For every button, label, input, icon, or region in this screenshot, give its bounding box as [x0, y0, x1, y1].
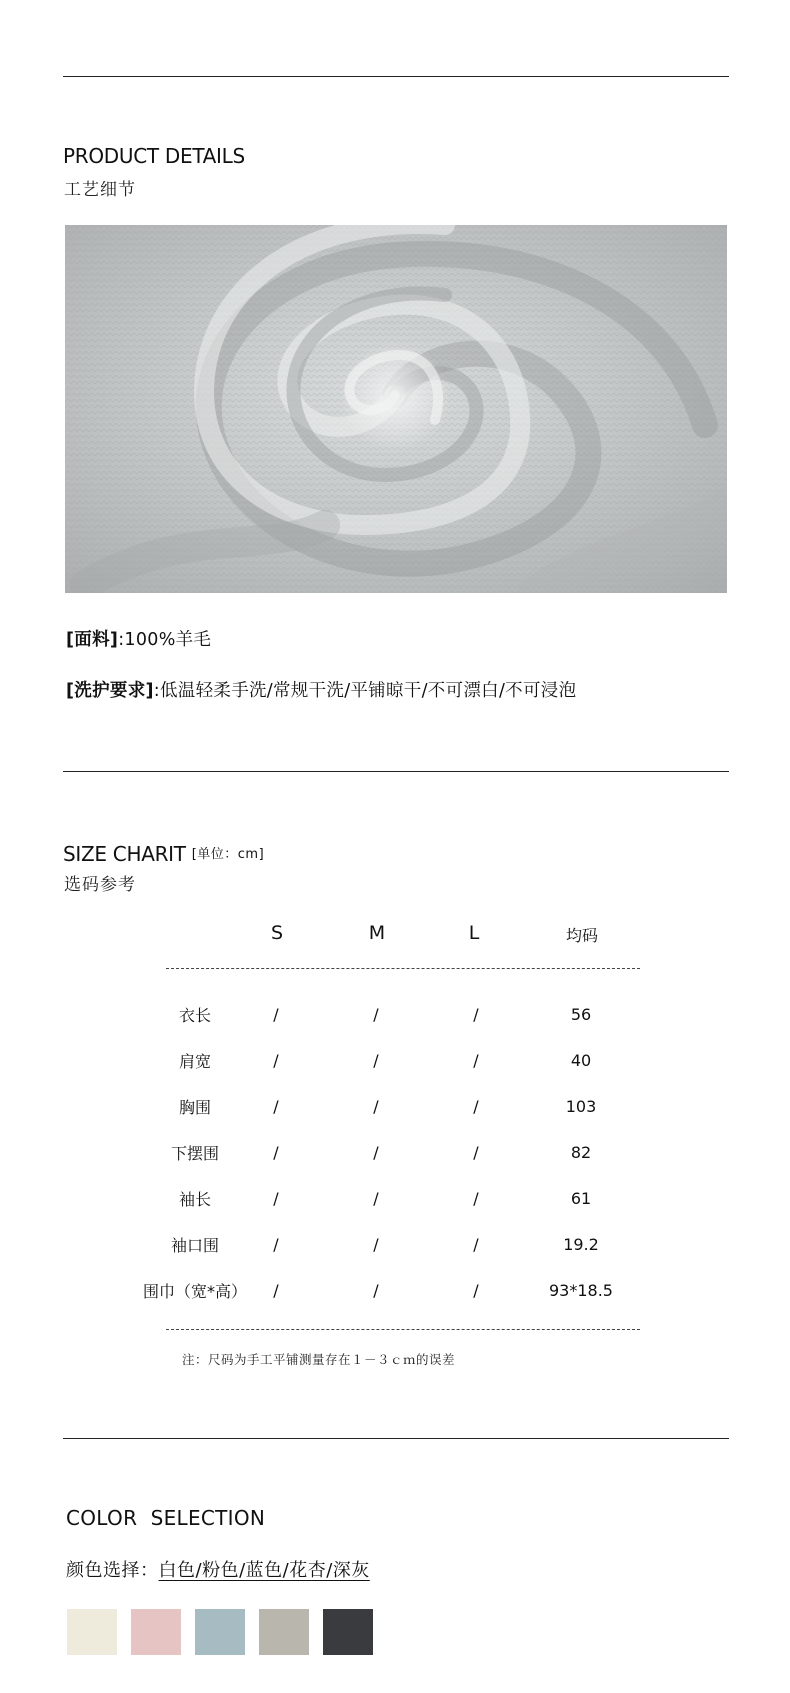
divider-middle	[63, 771, 729, 772]
cell-one-size: 103	[565, 1097, 597, 1116]
color-swatch-apricot[interactable]	[259, 1609, 309, 1655]
color-selection-title: COLOR SELECTION	[66, 1506, 266, 1530]
divider-bottom	[63, 1438, 729, 1439]
cell-l: /	[473, 1235, 479, 1254]
cell-one-size: 61	[570, 1189, 592, 1208]
cell-m: /	[373, 1051, 379, 1070]
size-chart-title-text: SIZE CHARIT	[63, 842, 186, 866]
size-chart-title	[63, 842, 264, 866]
row-label: 袖长	[178, 1190, 211, 1209]
product-details-subtitle: 工艺细节	[64, 180, 136, 200]
color-swatch-pink[interactable]	[131, 1609, 181, 1655]
cell-m: /	[373, 1143, 379, 1162]
cell-one-size: 19.2	[563, 1235, 599, 1254]
cell-s: /	[273, 1281, 279, 1300]
cell-s: /	[273, 1005, 279, 1024]
cell-l: /	[473, 1097, 479, 1116]
fabric-spec	[66, 626, 211, 651]
cell-m: /	[373, 1281, 379, 1300]
care-spec	[66, 677, 576, 702]
cell-l: /	[473, 1189, 479, 1208]
cell-s: /	[273, 1051, 279, 1070]
row-label: 肩宽	[178, 1052, 211, 1071]
cell-one-size: 56	[570, 1005, 592, 1024]
column-header-s: S	[270, 922, 284, 944]
row-label: 袖口围	[170, 1236, 219, 1255]
cell-s: /	[273, 1235, 279, 1254]
color-swatch-white[interactable]	[67, 1609, 117, 1655]
product-details-title: PRODUCT DETAILS	[63, 144, 245, 168]
cell-l: /	[473, 1005, 479, 1024]
cell-one-size: 93*18.5	[549, 1281, 613, 1300]
divider-top	[63, 76, 729, 77]
cell-m: /	[373, 1097, 379, 1116]
color-options-label: 颜色选择：	[66, 1560, 159, 1581]
fabric-spec-value: :100%羊毛	[118, 630, 212, 650]
table-dashed-line-bottom	[166, 1329, 640, 1330]
color-options-list: 白色/粉色/蓝色/花杏/深灰	[158, 1560, 370, 1581]
row-label: 下摆围	[170, 1144, 219, 1163]
fabric-detail-image	[65, 225, 727, 593]
cell-one-size: 40	[570, 1051, 592, 1070]
cell-s: /	[273, 1097, 279, 1116]
row-label: 衣长	[178, 1006, 211, 1025]
color-options-line	[66, 1556, 370, 1582]
cell-l: /	[473, 1143, 479, 1162]
column-header-m: M	[368, 922, 386, 944]
size-chart-subtitle: 选码参考	[64, 875, 136, 895]
color-swatch-blue[interactable]	[195, 1609, 245, 1655]
cell-s: /	[273, 1189, 279, 1208]
cell-m: /	[373, 1235, 379, 1254]
care-spec-label: [洗护要求]	[66, 681, 154, 701]
row-label: 胸围	[178, 1098, 211, 1117]
size-chart-unit: [单位：cm]	[191, 847, 265, 862]
column-header-one-size: 均码	[565, 926, 598, 945]
cell-m: /	[373, 1189, 379, 1208]
table-dashed-line-top	[166, 968, 640, 969]
fabric-spec-label: [面料]	[66, 630, 119, 650]
column-header-l: L	[468, 922, 480, 944]
measurement-note: 注：尺码为手工平铺测量存在１－３ｃｍ的误差	[182, 1352, 456, 1367]
cell-s: /	[273, 1143, 279, 1162]
care-spec-value: :低温轻柔手洗/常规干洗/平铺晾干/不可漂白/不可浸泡	[153, 681, 577, 701]
row-label: 围巾（宽*高）	[142, 1282, 247, 1301]
cell-one-size: 82	[570, 1143, 592, 1162]
cell-l: /	[473, 1281, 479, 1300]
color-swatch-dark-gray[interactable]	[323, 1609, 373, 1655]
cell-m: /	[373, 1005, 379, 1024]
cell-l: /	[473, 1051, 479, 1070]
